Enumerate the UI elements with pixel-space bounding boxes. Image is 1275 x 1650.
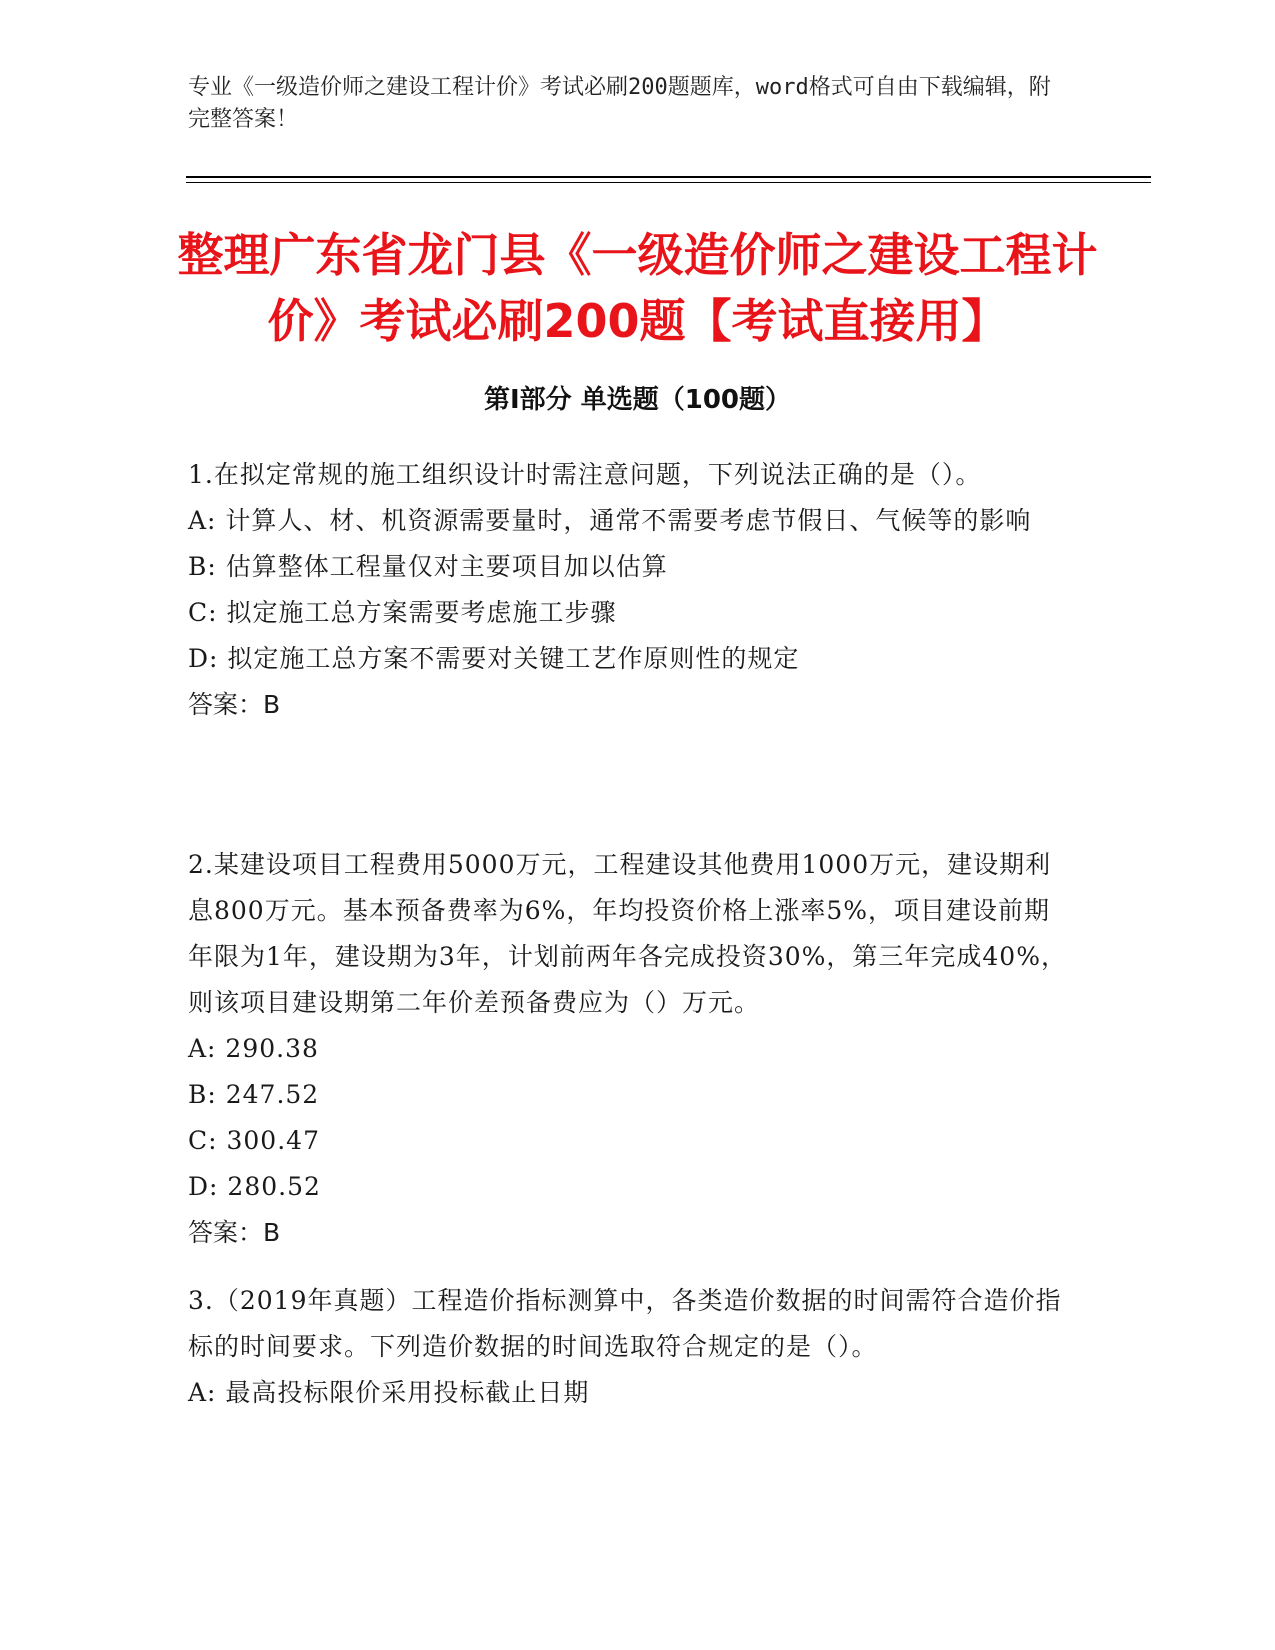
option-b: B: 247.52 [188,1080,320,1109]
option-a: A: 计算人、材、机资源需要量时，通常不需要考虑节假日、气候等的影响 [188,506,1032,535]
intro-text: 专业《一级造价师之建设工程计价》考试必刷200题题库，word格式可自由下载编辑，附完整答案！ [188,75,1051,132]
question-1 [188,452,1068,728]
question-stem: 2.某建设项目工程费用5000万元，工程建设其他费用1000万元，建设期利息800万元。基本预备费率为6%，年均投资价格上涨率5%，项目建设前期年限为1年，建设期为3年，计划前两年各完成投资30%，第三年完成40%，则该项目建设期第二年价差预备费应为（）万元。 [188,850,1067,1017]
option-d: D: 拟定施工总方案不需要对关键工艺作原则性的规定 [188,644,800,673]
question-stem: 3.（2019年真题）工程造价指标测算中，各类造价数据的时间需符合造价指标的时间要求。下列造价数据的时间选取符合规定的是（）。 [188,1286,1062,1361]
answer-line: 答案：B [188,1218,281,1247]
document-title: 整理广东省龙门县《一级造价师之建设工程计价》考试必刷200题【考试直接用】 [177,228,1098,348]
question-3 [188,1278,1068,1416]
section-heading: 第I部分 单选题（100题） [484,385,791,415]
option-a: A: 最高投标限价采用投标截止日期 [188,1378,590,1407]
header-divider-thick [186,176,1151,178]
option-c: C: 拟定施工总方案需要考虑施工步骤 [188,598,617,627]
question-stem: 1.在拟定常规的施工组织设计时需注意问题，下列说法正确的是（）。 [188,460,982,489]
question-2 [188,842,1068,1256]
option-d: D: 280.52 [188,1172,321,1201]
option-c: C: 300.47 [188,1126,320,1155]
header-divider-thin [186,182,1151,183]
answer-line: 答案：B [188,690,281,719]
option-b: B: 估算整体工程量仅对主要项目加以估算 [188,552,668,581]
option-a: A: 290.38 [188,1034,319,1063]
